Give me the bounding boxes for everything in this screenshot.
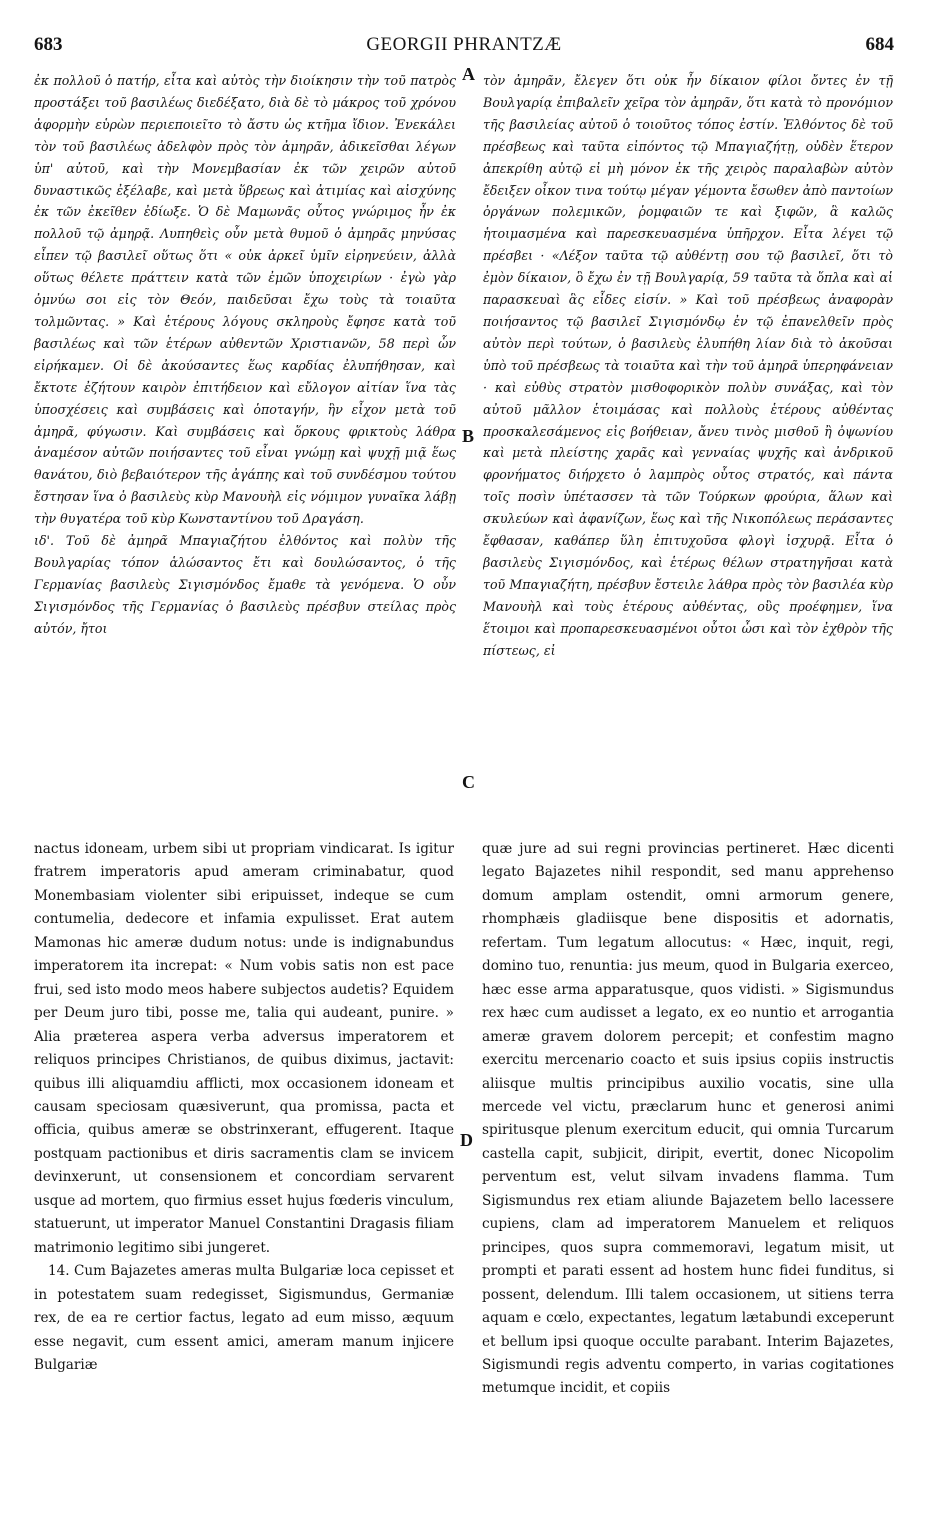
latin-right-paragraph: quæ jure ad sui regni provincias pertineret. Hæc dicenti legato Bajazetes nihil respondit, sed manu apprehenso domum amplam ostendit, omni armorum genere, rhomphæis gladiisque bene dispositis et adornatis, refertam. Tum legatum allocutus: « Hæc, inquit, regi, domino tuo, renuntia: jus meum, quod in Bulgaria exerceo, hæc esse arma apparatusque, quos vidisti. » Sigismundus rex hæc cum audisset a legato, ex eo nuntio et arrogantia ameræ gravem dolorem percepit; et confestim magno exercitu mercenario coacto et suis ipsius copiis instructis aliisque multis principibus auxilio vocatis, sine ulla mercede vel victu, præclarum hunc et generosi animi spiritusque plenum exercitum educit, qui omnia Turcarum castella capit, subjicit, diripit, evertit, donec Nicopolim perventum est, velut silvam invadens flamma. Tum Sigismundus rex etiam aliunde Bajazetem bello lacessere cupiens, clam ad imperatorem Manuelem et reliquos principes, quos supra commemoravi, legatum misit, ut prompti et parati essent ad hostem hunc fidei funditus, si possent, delendum. Illi talem occasionem, ut sitiens terra aquam e cœlo, expectantes, legatum lætabundi exceperunt et bellum ipsi quoque occulte parabant. Interim Bajazetes, Sigismundi regis adventu comperto, in varias cogitationes metumque incidit, et copiis [482, 841, 894, 1397]
latin-left-paragraph-2: 14. Cum Bajazetes ameras multa Bulgariæ loca cepisset et in potestatem suam redegisset, Sigismundus, Germaniæ rex, de ea re certior factus, legato ad eum misso, æquum esse negavit, cum essent amici, ameram manum injicere Bulgariæ [34, 1263, 454, 1373]
latin-left-paragraph-1: nactus idoneam, urbem sibi ut propriam vindicarat. Is igitur fratrem imperatoris apud ameram criminabatur, quod Monembasiam violenter sibi eripuisset, indeque se cum contumelia, dedecore et infamia expulisset. Erat autem Mamonas hic ameræ dudum notus: unde is indignabundus imperatorem ita increpat: « Num vobis satis non est pace frui, sed isto modo meos habere subjectos audetis? Equidem per Deum juro tibi, posse me, talia qui audeant, punire. » Alia præterea aspera verba adversus imperatorem et reliquos principes Christianos, de quibus diximus, jactavit: quibus illi aliquamdiu afflicti, mox occasionem idoneam et causam speciosam quæsiverunt, qua promissa, pacta et officia, quibus ameræ se obstrinxerant, effugerent. Itaque postquam pactionibus et diris sacramentis clam se invicem devinxerunt, ut consensionem et concordiam servarent usque ad mortem, quo firmius esset hujus fœderis vinculum, statuerunt, ut imperator Manuel Constantini Dragasis filiam matrimonio legitimo sibi jungeret. [34, 841, 454, 1256]
latin-column-left [34, 838, 454, 1518]
margin-letter-b: B [462, 426, 475, 446]
greek-column-right [483, 70, 893, 798]
running-header [34, 34, 894, 62]
greek-column-left [34, 70, 456, 798]
greek-right-paragraph: τὸν ἀμηρᾶν, ἔλεγεν ὅτι οὐκ ἦν δίκαιον φίλοι ὄντες ἐν τῇ Βουλγαρίᾳ ἐπιβαλεῖν χεῖρα τὸν ἀμηρᾶν, ὅτι κατὰ τὸ προνόμιον τῆς βασιλείας αὐτοῦ ὁ τοιοῦτος τόπος ἐστίν. Ἐλθόντος δὲ τοῦ πρέσβεως καὶ ταῦτα εἰπόντος τῷ Μπαγιαζήτῃ, οὐδὲν ἕτερον ἀπεκρίθη αὐτῷ εἰ μὴ μόνον ἐκ τῆς χειρὸς παραλαβὼν αὐτὸν ἔδειξεν οἶκον τινα τούτῳ μέγαν γέμοντα ἔσωθεν ἀπὸ παντοίων ὀργάνων πολεμικῶν, ῥομφαιῶν τε καὶ ξιφῶν, ἃ καλῶς ἡτοιμασμένα καὶ παρεσκευασμένα ὑπῆρχον. Εἶτα λέγει τῷ πρέσβει · «Λέξον ταῦτα τῷ αὐθέντῃ σου τῷ βασιλεῖ, ὅτι τὸ ἐμὸν δίκαιον, ὃ ἔχω ἐν τῇ Βουλγαρίᾳ, 59 ταῦτα τὰ ὅπλα καὶ αἱ παρασκευαὶ ἃς εἶδες εἰσίν. » Καὶ τοῦ πρέσβεως ἀναφορὰν ποιήσαντος τῷ βασιλεῖ Σιγισμόνδῳ ἐν τῷ ἐπανελθεῖν πρὸς αὐτὸν περὶ τούτων, ὁ βασιλεὺς ἐλυπήθη λίαν διὰ τὸ ἀκοῦσαι ὑπὸ τοῦ πρέσβεως τὰ τοιαῦτα καὶ τὴν τοῦ ἀμηρᾶ ὑπερηφάνειαν · καὶ εὐθὺς στρατὸν μισθοφορικὸν πολὺν συνάξας, καὶ τὸν αὐτοῦ μᾶλλον ἑτοιμάσας καὶ πολλοὺς ἑτέρους αὐθέντας προσκαλεσάμενος εἰς βοήθειαν, ἄνευ τινὸς μισθοῦ ἢ ὀψωνίου καὶ μετὰ πλείστης χαρᾶς καὶ γενναίας ψυχῆς καὶ ἀνδρικοῦ φρονήματος διήρχετο ὁ λαμπρὸς οὗτος στρατός, καὶ πάντα τοῖς ποσὶν ὑπέτασσεν τὰ τῶν Τούρκων φρούρια, ἅλων καὶ σκυλεύων καὶ ἀφανίζων, ἕως καὶ τῆς Νικοπόλεως περάσαντες ἔφθασαν, καθάπερ ὕλη ἐπιτυχοῦσα φλογὶ ἰσχυρᾷ. Εἶτα ὁ βασιλεὺς Σιγισμόνδος, καὶ ἑτέρως θέλων στρατηγῆσαι κατὰ τοῦ Μπαγιαζήτη, πρέσβυν ἔστειλε λάθρα πρὸς τὸν βασιλέα κὺρ Μανουὴλ καὶ τοὺς ἑτέρους αὐθέντας, οὓς προέφημεν, ἵνα ἕτοιμοι καὶ προπαρεσκευασμένοι οὗτοι ὦσι καὶ τὸν ἐχθρὸν τῆς πίστεως, εἰ [483, 73, 893, 658]
page-number-left: 683 [34, 34, 63, 55]
page-number-right: 684 [865, 34, 894, 55]
greek-left-paragraph-2: ιδ'. Τοῦ δὲ ἀμηρᾶ Μπαγιαζήτου ἐλθόντος καὶ πολὺν τῆς Βουλγαρίας τόπον ἁλώσαντος ἔτι καὶ δουλώσαντος, ὁ τῆς Γερμανίας βασιλεὺς Σιγισμόνδος ἔμαθε τὰ γενόμενα. Ὁ οὖν Σιγισμόνδος τῆς Γερμανίας ὁ βασιλεὺς πρέσβυν στείλας πρὸς αὐτόν, ἤτοι [34, 533, 456, 636]
margin-letter-a: A [462, 64, 475, 84]
greek-left-paragraph-1: ἐκ πολλοῦ ὁ πατήρ, εἶτα καὶ αὐτὸς τὴν διοίκησιν τὴν τοῦ πατρὸς προστάξει τοῦ βασιλέως διεδέξατο, διὰ δὲ τὸ μάκρος τοῦ χρόνου ἀφορμὴν εὑρὼν περιεποιεῖτο τὸ ἄστυ ὡς κτῆμα ἴδιον. Ἐνεκάλει τὸν τοῦ βασιλέως ἀδελφὸν πρὸς τὸν ἀμηρᾶν, ἀδικεῖσθαι λέγων ὑπ' αὐτοῦ, καὶ τὴν Μονεμβασίαν ἐκ τῶν χειρῶν αὐτοῦ δυναστικῶς ἐξέλαβε, καὶ μετὰ ὕβρεως καὶ ἀτιμίας καὶ αἰσχύνης ἐκ τῶν ἐκεῖθεν ἐδίωξε. Ὁ δὲ Μαμωνᾶς οὗτος γνώριμος ἦν ἐκ πολλοῦ τῷ ἀμηρᾷ. Λυπηθεὶς οὖν μετὰ θυμοῦ ὁ ἀμηρᾶς μηνύσας εἶπεν τῷ βασιλεῖ οὕτως ὅτι « οὐκ ἀρκεῖ ὑμῖν εἰρηνεύειν, ἀλλὰ οὕτως θέλετε πράττειν κατὰ τῶν ἐμῶν ὑποχειρίων · ἐγὼ γὰρ ὀμνύω σοι εἰς τὸν Θεόν, παιδεῦσαι ἔχω τοὺς τὰ τοιαῦτα τολμῶντας. » Καὶ ἑτέρους λόγους σκληροὺς ἔφησε κατὰ τοῦ βασιλέως καὶ τῶν ἑτέρων αὐθεντῶν Χριστιανῶν, 58 περὶ ὧν εἰρήκαμεν. Οἱ δὲ ἀκούσαντες ἕως καρδίας ἐλυπήθησαν, καὶ ἔκτοτε ἐζήτουν καιρὸν ἐπιτήδειον καὶ εὔλογον αἰτίαν ἵνα τὰς ὑποσχέσεις καὶ συμβάσεις καὶ ὁποταγήν, ἣν εἶχον μετὰ τοῦ ἀμηρᾶ, φύγωσιν. Καὶ συμβάσεις καὶ ὅρκους φρικτοὺς λάθρα ἀναμέσον αὐτῶν ποιήσαντες τοῦ εἶναι γνώμῃ καὶ ψυχῇ μιᾷ ἕως θανάτου, διὸ βεβαιότερον τῆς ἀγάπης καὶ τοῦ συνδέσμου τούτου ἔστησαν ἵνα ὁ βασιλεὺς κὺρ Μανουὴλ εἰς νόμιμον γυναῖκα λάβῃ τὴν θυγατέρα τοῦ κὺρ Κωνσταντίνου τοῦ Δραγάση. [34, 73, 456, 527]
margin-letter-d: D [460, 1130, 473, 1150]
latin-column-right [482, 838, 894, 1518]
running-title: GEORGII PHRANTZÆ [366, 34, 562, 55]
margin-letter-c: C [462, 772, 475, 792]
